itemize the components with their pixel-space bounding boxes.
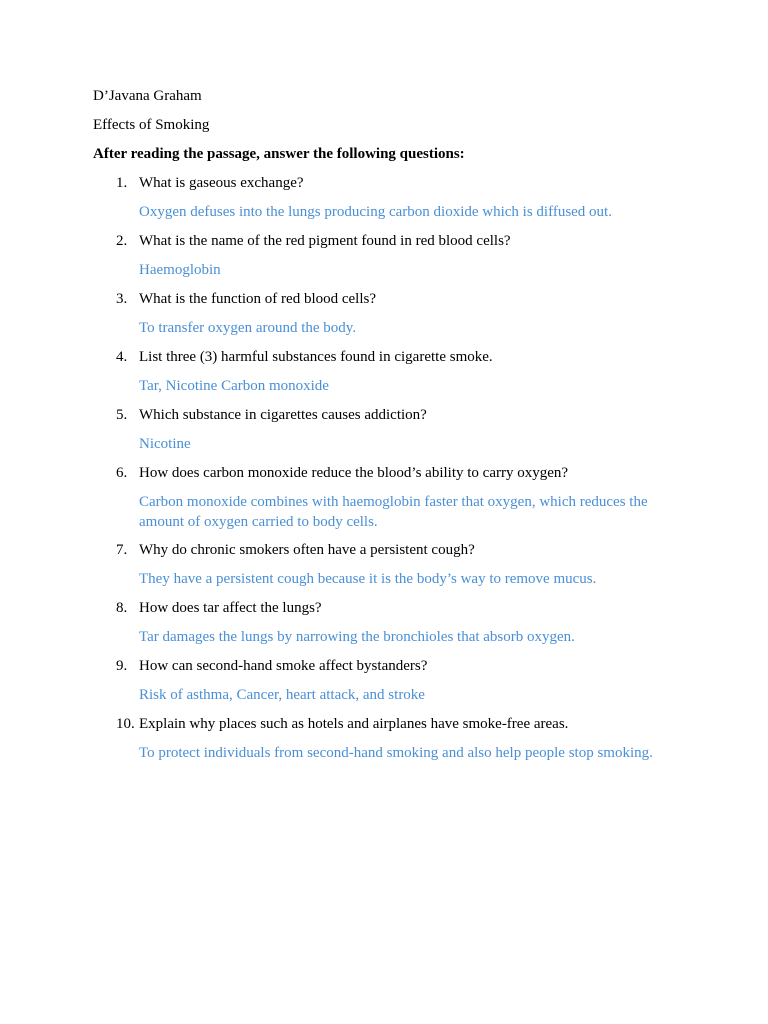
answer-text: Tar, Nicotine Carbon monoxide [139,378,329,394]
question-number: 5. [116,407,128,423]
question-number: 7. [116,542,128,558]
question-text: Why do chronic smokers often have a persistent cough? [139,542,475,558]
answer-text: Tar damages the lungs by narrowing the bronchioles that absorb oxygen. [139,629,575,645]
question-text: What is the function of red blood cells? [139,291,377,307]
answer-text: To transfer oxygen around the body. [139,320,357,336]
question-text: Explain why places such as hotels and airplanes have smoke-free areas. [139,716,569,732]
question-number: 10. [116,716,135,732]
answer-text: Carbon monoxide combines with haemoglobin faster that oxygen, which reduces the amount of oxygen carried to body cells. [139,494,648,530]
author-name: D’Javana Graham [93,88,202,104]
question-number: 9. [116,658,128,674]
question-number: 1. [116,175,128,191]
question-number: 3. [116,291,128,307]
answer-text: Nicotine [139,436,191,452]
answer-text: Risk of asthma, Cancer, heart attack, and stroke [139,687,425,703]
answer-text: They have a persistent cough because it is the body’s way to remove mucus. [139,571,597,587]
question-text: Which substance in cigarettes causes addiction? [139,407,427,423]
answer-text: To protect individuals from second-hand smoking and also help people stop smoking. [139,745,653,761]
question-text: How does carbon monoxide reduce the blood’s ability to carry oxygen? [139,465,569,481]
question-number: 4. [116,349,128,365]
question-number: 6. [116,465,128,481]
question-text: What is the name of the red pigment found in red blood cells? [139,233,511,249]
question-number: 2. [116,233,128,249]
answer-text: Oxygen defuses into the lungs producing carbon dioxide which is diffused out. [139,204,612,220]
question-text: How can second-hand smoke affect bystanders? [139,658,428,674]
question-text: List three (3) harmful substances found in cigarette smoke. [139,349,493,365]
instructions-heading: After reading the passage, answer the following questions: [93,146,465,162]
document-title: Effects of Smoking [93,117,210,133]
question-number: 8. [116,600,128,616]
question-text: What is gaseous exchange? [139,175,304,191]
question-text: How does tar affect the lungs? [139,600,322,616]
answer-text: Haemoglobin [139,262,221,278]
